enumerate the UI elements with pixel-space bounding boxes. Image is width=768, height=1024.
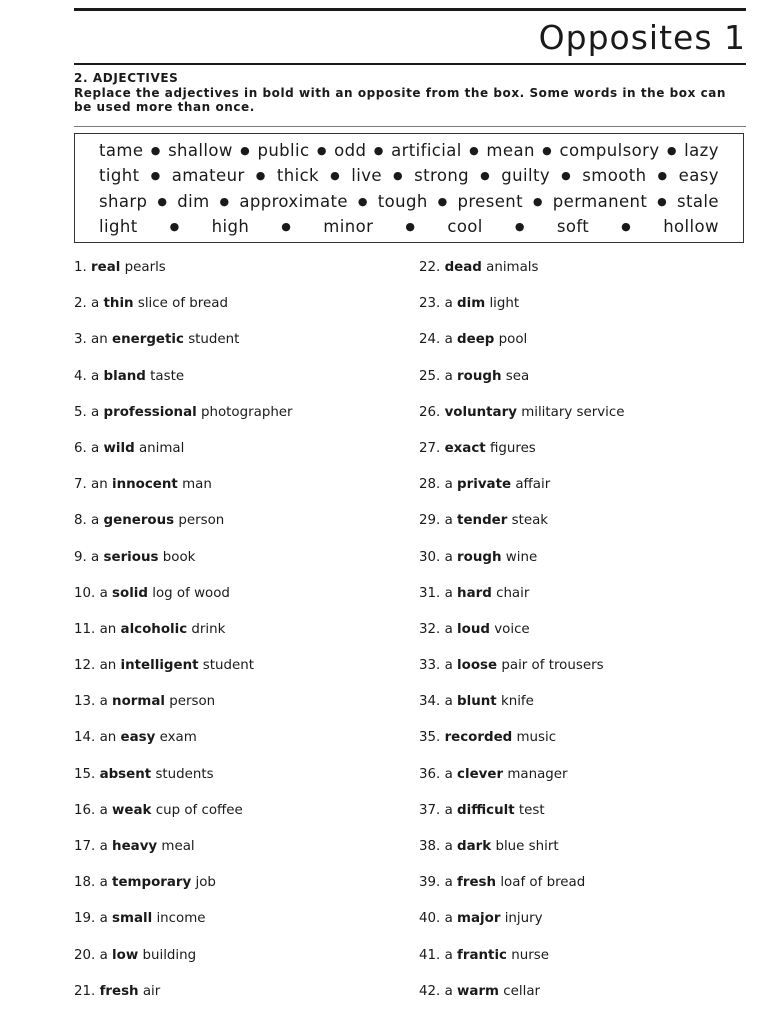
bullet-separator: ● bbox=[373, 143, 384, 157]
item-noun: cellar bbox=[503, 983, 541, 999]
exercise-item bbox=[419, 910, 749, 946]
item-adjective: generous bbox=[103, 513, 175, 529]
item-article: a bbox=[99, 875, 108, 891]
item-noun: light bbox=[489, 296, 520, 312]
word-box-word: smooth bbox=[582, 166, 647, 185]
item-adjective: exact bbox=[444, 440, 486, 456]
item-number: 15. bbox=[74, 766, 96, 782]
exercise-item bbox=[74, 983, 404, 1019]
item-number: 29. bbox=[419, 513, 441, 529]
word-box-word: soft bbox=[556, 217, 590, 236]
item-article: a bbox=[444, 839, 453, 854]
exercise-item bbox=[419, 476, 749, 512]
item-article: a bbox=[444, 296, 453, 312]
item-number: 10. bbox=[74, 585, 96, 601]
item-adjective: thin bbox=[103, 296, 134, 312]
item-noun: figures bbox=[489, 440, 536, 456]
item-noun: cup of coffee bbox=[155, 802, 243, 818]
item-number: 32. bbox=[419, 621, 441, 637]
item-number: 13. bbox=[74, 694, 96, 710]
item-number: 17. bbox=[74, 839, 96, 854]
item-article: a bbox=[99, 802, 108, 818]
item-number: 6. bbox=[74, 440, 87, 456]
item-article: a bbox=[99, 694, 108, 710]
bullet-separator: ● bbox=[437, 194, 448, 208]
item-adjective: temporary bbox=[112, 875, 192, 891]
exercise-item bbox=[74, 368, 404, 404]
item-adjective: recorded bbox=[444, 730, 513, 746]
item-article: a bbox=[444, 802, 453, 818]
item-number: 38. bbox=[419, 839, 441, 854]
item-adjective: dim bbox=[457, 296, 486, 312]
word-box-word: lazy bbox=[684, 140, 719, 160]
item-number: 30. bbox=[419, 549, 441, 565]
item-noun: person bbox=[178, 513, 225, 529]
item-number: 25. bbox=[419, 368, 441, 384]
word-box-word: public bbox=[257, 140, 310, 160]
item-adjective: dead bbox=[444, 260, 482, 275]
bullet-separator: ● bbox=[621, 220, 632, 233]
bullet-separator: ● bbox=[357, 194, 368, 208]
item-article: a bbox=[444, 549, 453, 565]
exercise-item bbox=[419, 404, 749, 440]
bullet-separator: ● bbox=[657, 169, 668, 182]
item-noun: nurse bbox=[511, 947, 549, 963]
item-noun: man bbox=[182, 477, 212, 493]
item-noun: meal bbox=[161, 839, 195, 854]
item-number: 39. bbox=[419, 875, 441, 891]
item-adjective: deep bbox=[457, 332, 495, 348]
item-adjective: intelligent bbox=[120, 658, 199, 674]
word-box-word: tough bbox=[377, 191, 428, 211]
item-adjective: professional bbox=[103, 404, 197, 420]
item-article: an bbox=[99, 658, 117, 674]
item-noun: animals bbox=[486, 260, 539, 275]
word-box-word: odd bbox=[334, 140, 367, 160]
exercise-item bbox=[419, 368, 749, 404]
item-adjective: normal bbox=[112, 694, 165, 710]
word-box-word: tame bbox=[99, 140, 144, 160]
item-noun: knife bbox=[500, 694, 534, 710]
exercise-item bbox=[74, 295, 404, 331]
item-number: 24. bbox=[419, 332, 441, 348]
item-number: 27. bbox=[419, 440, 441, 456]
item-noun: steak bbox=[511, 513, 549, 529]
exercise-item bbox=[74, 621, 404, 657]
item-adjective: innocent bbox=[112, 477, 178, 493]
item-number: 5. bbox=[74, 404, 87, 420]
item-adjective: loud bbox=[457, 621, 490, 637]
bullet-separator: ● bbox=[542, 143, 553, 157]
item-adjective: energetic bbox=[112, 332, 184, 348]
item-number: 42. bbox=[419, 983, 441, 999]
item-article: a bbox=[444, 513, 453, 529]
item-noun: animal bbox=[138, 440, 185, 456]
item-article: a bbox=[91, 368, 100, 384]
item-article: a bbox=[444, 332, 453, 348]
word-box-word: easy bbox=[678, 166, 719, 185]
word-box-word: strong bbox=[414, 166, 470, 185]
exercise-item bbox=[419, 331, 749, 367]
item-article: an bbox=[91, 332, 108, 348]
word-box-word: guilty bbox=[501, 166, 551, 185]
item-noun: income bbox=[156, 911, 206, 927]
item-number: 4. bbox=[74, 368, 87, 384]
word-box-word: stale bbox=[677, 191, 719, 211]
item-adjective: heavy bbox=[112, 839, 158, 854]
word-box-row bbox=[99, 189, 719, 213]
item-number: 26. bbox=[419, 404, 441, 420]
word-box-word: permanent bbox=[552, 191, 648, 211]
item-number: 3. bbox=[74, 332, 87, 348]
item-number: 19. bbox=[74, 911, 96, 927]
item-noun: air bbox=[142, 983, 161, 999]
word-box-row bbox=[99, 138, 719, 162]
exercise-item bbox=[419, 621, 749, 657]
item-noun: job bbox=[195, 875, 216, 891]
exercise-item bbox=[419, 657, 749, 693]
exercise-item bbox=[419, 729, 749, 765]
bullet-separator: ● bbox=[281, 220, 292, 233]
exercise-item bbox=[419, 549, 749, 585]
bullet-separator: ● bbox=[330, 169, 341, 182]
item-noun: blue shirt bbox=[495, 839, 559, 854]
item-adjective: fresh bbox=[99, 983, 139, 999]
item-article: a bbox=[444, 983, 453, 999]
word-box-word: thick bbox=[276, 166, 320, 185]
bullet-separator: ● bbox=[240, 143, 251, 157]
item-number: 2. bbox=[74, 296, 87, 312]
item-number: 23. bbox=[419, 296, 441, 312]
exercise-item bbox=[74, 549, 404, 585]
bullet-separator: ● bbox=[150, 169, 161, 182]
exercise-item bbox=[419, 259, 749, 295]
exercise-item bbox=[74, 693, 404, 729]
item-noun: exam bbox=[159, 730, 197, 746]
exercise-item bbox=[74, 766, 404, 802]
bullet-separator: ● bbox=[561, 169, 572, 182]
item-number: 8. bbox=[74, 513, 87, 529]
bullet-separator: ● bbox=[666, 143, 677, 157]
word-box-word: present bbox=[457, 191, 524, 211]
item-article: a bbox=[91, 440, 100, 456]
item-article: a bbox=[99, 947, 108, 963]
exercise-item bbox=[419, 983, 749, 1019]
bullet-separator: ● bbox=[657, 194, 668, 208]
item-noun: building bbox=[142, 947, 197, 963]
item-noun: loaf of bread bbox=[500, 875, 586, 891]
exercise-item bbox=[419, 802, 749, 838]
item-adjective: private bbox=[457, 477, 512, 493]
item-article: a bbox=[91, 549, 100, 565]
exercise-item bbox=[74, 512, 404, 548]
item-noun: sea bbox=[505, 368, 530, 384]
word-box-word: high bbox=[211, 217, 250, 236]
exercise-item bbox=[419, 585, 749, 621]
bullet-separator: ● bbox=[150, 143, 161, 157]
page-title: Opposites 1 bbox=[538, 18, 746, 57]
bullet-separator: ● bbox=[157, 194, 168, 208]
exercise-column-left bbox=[74, 259, 404, 1019]
item-noun: student bbox=[188, 332, 240, 348]
word-box-row bbox=[99, 215, 719, 239]
exercise-item bbox=[74, 910, 404, 946]
word-box-word: cool bbox=[447, 217, 483, 236]
bullet-separator: ● bbox=[532, 194, 543, 208]
item-noun: pearls bbox=[124, 260, 166, 275]
item-noun: student bbox=[202, 658, 254, 674]
item-noun: log of wood bbox=[152, 585, 230, 601]
word-box-word: amateur bbox=[171, 166, 245, 185]
exercise-item bbox=[74, 585, 404, 621]
item-number: 41. bbox=[419, 947, 441, 963]
word-box-word: artificial bbox=[391, 140, 462, 160]
word-box-word: sharp bbox=[99, 191, 148, 211]
bullet-separator: ● bbox=[469, 143, 480, 157]
item-adjective: bland bbox=[103, 368, 146, 384]
title-rule bbox=[74, 63, 746, 65]
item-article: a bbox=[444, 621, 453, 637]
word-box-word: hollow bbox=[663, 217, 719, 236]
item-article: an bbox=[91, 477, 108, 493]
exercise-item bbox=[74, 729, 404, 765]
bullet-separator: ● bbox=[393, 169, 404, 182]
item-number: 11. bbox=[74, 621, 96, 637]
item-article: a bbox=[99, 585, 108, 601]
item-noun: manager bbox=[507, 766, 568, 782]
item-article: an bbox=[99, 730, 117, 746]
item-adjective: difficult bbox=[457, 802, 515, 818]
word-box-row bbox=[99, 164, 719, 188]
item-adjective: warm bbox=[457, 983, 500, 999]
item-adjective: low bbox=[112, 947, 139, 963]
item-adjective: fresh bbox=[457, 875, 497, 891]
exercise-item bbox=[419, 766, 749, 802]
exercise-item bbox=[74, 838, 404, 874]
item-number: 9. bbox=[74, 549, 87, 565]
item-number: 1. bbox=[74, 260, 87, 275]
item-noun: taste bbox=[150, 368, 185, 384]
item-article: a bbox=[99, 839, 108, 854]
word-box-word: tight bbox=[99, 166, 140, 185]
item-adjective: clever bbox=[457, 766, 504, 782]
item-adjective: weak bbox=[112, 802, 152, 818]
item-number: 40. bbox=[419, 911, 441, 927]
exercise-item bbox=[74, 874, 404, 910]
item-noun: slice of bread bbox=[137, 296, 228, 312]
bullet-separator: ● bbox=[514, 220, 525, 233]
word-box-word: light bbox=[99, 217, 138, 236]
item-noun: pool bbox=[498, 332, 528, 348]
item-number: 28. bbox=[419, 477, 441, 493]
item-number: 37. bbox=[419, 802, 441, 818]
exercise-item bbox=[419, 838, 749, 874]
exercise-item bbox=[74, 802, 404, 838]
item-adjective: rough bbox=[457, 549, 502, 565]
item-article: a bbox=[444, 477, 453, 493]
bullet-separator: ● bbox=[480, 169, 491, 182]
word-box-word: mean bbox=[486, 140, 535, 160]
item-article: a bbox=[444, 658, 453, 674]
item-number: 22. bbox=[419, 260, 441, 275]
item-adjective: loose bbox=[457, 658, 498, 674]
exercise-item bbox=[419, 512, 749, 548]
item-noun: chair bbox=[496, 585, 530, 601]
item-article: a bbox=[444, 766, 453, 782]
item-number: 34. bbox=[419, 694, 441, 710]
item-noun: wine bbox=[505, 549, 538, 565]
exercise-item bbox=[74, 657, 404, 693]
word-box-word: shallow bbox=[168, 140, 233, 160]
word-box bbox=[74, 133, 744, 243]
item-adjective: absent bbox=[99, 766, 152, 782]
bullet-separator: ● bbox=[316, 143, 327, 157]
word-box-word: live bbox=[351, 166, 382, 185]
exercise-item bbox=[419, 295, 749, 331]
word-box-word: minor bbox=[323, 217, 374, 236]
item-adjective: real bbox=[91, 260, 121, 275]
item-number: 36. bbox=[419, 766, 441, 782]
exercise-column-right bbox=[419, 259, 749, 1019]
item-adjective: solid bbox=[112, 585, 148, 601]
item-article: a bbox=[91, 404, 100, 420]
item-noun: person bbox=[169, 694, 216, 710]
bullet-separator: ● bbox=[255, 169, 266, 182]
item-number: 21. bbox=[74, 983, 96, 999]
item-noun: music bbox=[516, 730, 557, 746]
item-adjective: alcoholic bbox=[120, 621, 188, 637]
item-adjective: small bbox=[112, 911, 153, 927]
exercise-item bbox=[74, 259, 404, 295]
item-adjective: rough bbox=[457, 368, 502, 384]
item-adjective: major bbox=[457, 911, 501, 927]
item-adjective: hard bbox=[457, 585, 492, 601]
exercise-item bbox=[74, 947, 404, 983]
item-number: 7. bbox=[74, 477, 87, 493]
item-number: 33. bbox=[419, 658, 441, 674]
item-noun: photographer bbox=[200, 404, 293, 420]
item-noun: pair of trousers bbox=[501, 658, 604, 674]
item-article: a bbox=[444, 585, 453, 601]
exercise-item bbox=[419, 693, 749, 729]
top-rule bbox=[74, 8, 746, 11]
item-number: 18. bbox=[74, 875, 96, 891]
exercise-item bbox=[74, 440, 404, 476]
instructions: Replace the adjectives in bold with an opposite from the box. Some words in the box can be used more than once. bbox=[74, 86, 727, 114]
word-box-word: compulsory bbox=[559, 140, 660, 160]
item-noun: injury bbox=[504, 911, 543, 927]
item-adjective: wild bbox=[103, 440, 135, 456]
instructions-rule bbox=[74, 126, 746, 127]
item-adjective: dark bbox=[457, 839, 492, 854]
item-number: 12. bbox=[74, 658, 96, 674]
exercise-item bbox=[419, 874, 749, 910]
item-noun: book bbox=[162, 549, 196, 565]
exercise-item bbox=[74, 404, 404, 440]
item-article: a bbox=[444, 911, 453, 927]
item-noun: affair bbox=[515, 477, 551, 493]
item-noun: test bbox=[518, 802, 545, 818]
section-label: 2. ADJECTIVES bbox=[74, 71, 179, 85]
item-article: a bbox=[444, 947, 453, 963]
item-adjective: voluntary bbox=[444, 404, 517, 420]
item-number: 20. bbox=[74, 947, 96, 963]
item-noun: voice bbox=[494, 621, 530, 637]
item-adjective: blunt bbox=[457, 694, 497, 710]
item-article: a bbox=[444, 694, 453, 710]
item-noun: drink bbox=[191, 621, 226, 637]
item-adjective: tender bbox=[457, 513, 508, 529]
bullet-separator: ● bbox=[219, 194, 230, 208]
word-box-word: approximate bbox=[239, 191, 348, 211]
item-number: 14. bbox=[74, 730, 96, 746]
item-article: a bbox=[99, 911, 108, 927]
item-article: a bbox=[91, 513, 100, 529]
item-adjective: frantic bbox=[457, 947, 507, 963]
item-noun: students bbox=[155, 766, 214, 782]
bullet-separator: ● bbox=[169, 220, 180, 233]
item-article: an bbox=[99, 621, 117, 637]
exercise-item bbox=[419, 440, 749, 476]
item-number: 35. bbox=[419, 730, 441, 746]
item-article: a bbox=[444, 875, 453, 891]
exercise-item bbox=[74, 476, 404, 512]
item-number: 31. bbox=[419, 585, 441, 601]
bullet-separator: ● bbox=[405, 220, 416, 233]
item-adjective: serious bbox=[103, 549, 159, 565]
item-noun: military service bbox=[521, 404, 625, 420]
exercise-item bbox=[74, 331, 404, 367]
word-box-word: dim bbox=[177, 191, 210, 211]
item-article: a bbox=[444, 368, 453, 384]
item-adjective: easy bbox=[120, 730, 156, 746]
item-article: a bbox=[91, 296, 100, 312]
item-number: 16. bbox=[74, 802, 96, 818]
exercise-item bbox=[419, 947, 749, 983]
